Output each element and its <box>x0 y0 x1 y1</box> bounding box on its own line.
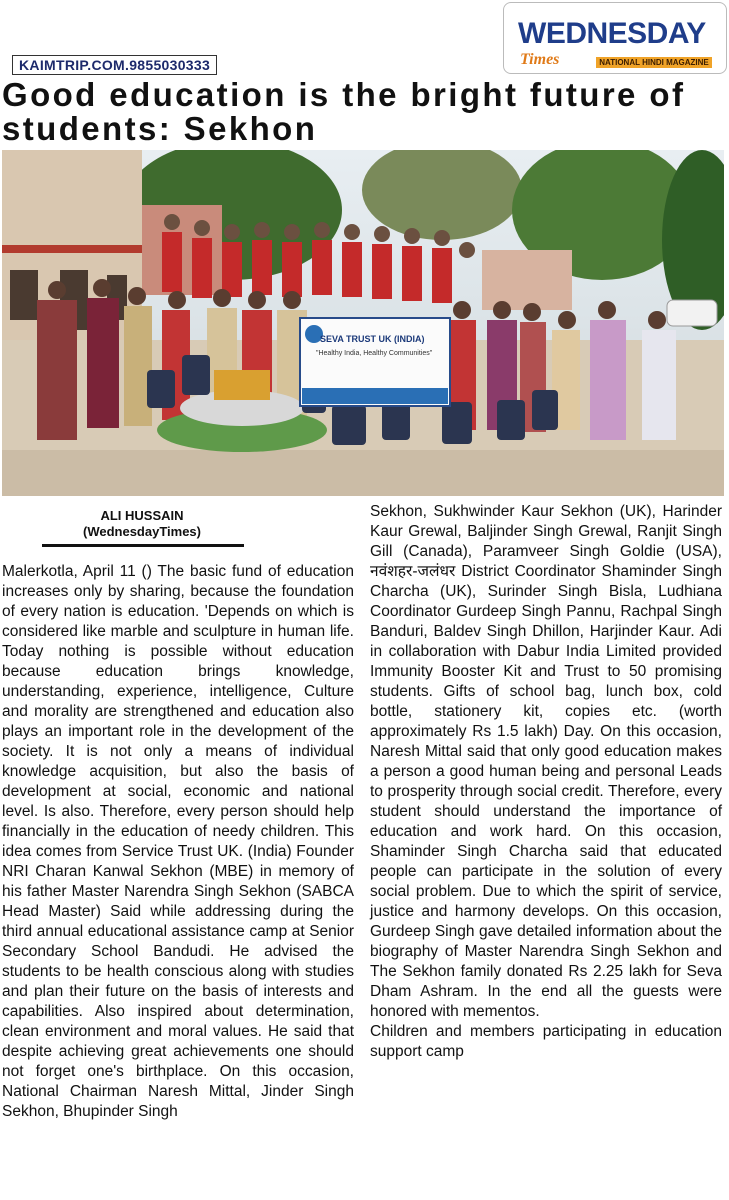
article-body-left: Malerkotla, April 11 () The basic fund of education increases only by sharing, because the foundation of every nation is education. 'Depends on which is considered like marble and sculpture in human life. Today nothing is possible without education because education brings knowledge, understanding, experience, intelligence, Culture and morality are strengthened and education also plays an important role in the development of the society. It is not only a means of individual knowledge acquisition, but also the basis of development at social, economic and national level. Is also. Therefore, every person should help financially in the education of needy children. This idea comes from Service Trust UK. (India) Founder NRI Charan Kanwal Sekhon (MBE) in memory of his father Master Narendra Singh Sekhon (SABCA Head Master) Said while addressing during the third annual educational assistance camp at Senior Secondary School Bandudi. He advised the students to be health conscious along with studies and plan their future on the basis of interests and capabilities. Also inspired about determination, clean environment and moral values. He said that despite achieving great achievements one should not forget one's birthplace. On this occasion, National Chairman Naresh Mittal, Jinder Singh Sekhon, Bhupinder Singh <box>2 563 354 1120</box>
byline-author: ALI HUSSAIN <box>100 508 184 523</box>
article-column-left <box>2 562 354 1122</box>
masthead-tagline: NATIONAL HINDI MAGAZINE <box>596 57 712 68</box>
article-column-right <box>370 502 722 1062</box>
group-photo <box>2 150 724 496</box>
photo-caption: Children and members participating in education support camp <box>370 1023 722 1060</box>
article-body-right: Sekhon, Sukhwinder Kaur Sekhon (UK), Harinder Kaur Grewal, Baljinder Singh Grewal, Ranjit Singh Gill (Canada), Paramveer Singh Goldie (USA), नवंशहर-जलंधर District Coordinator Shaminder Singh Charcha (UK), Surinder Singh Bisla, Ludhiana Coordinator Gurdeep Singh Pannu, Rachpal Singh Banduri, Baldev Singh Dhillon, Harjinder Kaur. Adi in collaboration with Dabur India Limited provided Immunity Booster Kit and Trust to 50 promising students. Gifts of school bag, lunch box, cold bottle, stationery kit, copies etc. (worth approximately Rs 1.5 lakh) Day. On this occasion, Naresh Mittal said that only good education makes a person a good human being and personal Leads to prosperity through social credit. Therefore, every student should understand the importance of education and work hard. On this occasion, Shaminder Singh Charcha said that educated people can participate in the solution of every social problem. Due to which the spirit of service, justice and harmony develops. On this occasion, Gurdeep Singh gave detailed information about the biography of Master Narendra Singh Sekhon and The Sekhon family donated Rs 2.25 lakh for Seva Dham Ashram. In the end all the guests were honored with mementos. <box>370 503 722 1020</box>
byline <box>40 508 244 540</box>
headline: Good education is the bright future of students: Sekhon <box>2 76 686 147</box>
banner-subtitle: "Healthy India, Healthy Communities" <box>316 350 433 357</box>
masthead-logo <box>503 2 727 74</box>
source-badge: KAIMTRIP.COM.9855030333 <box>12 55 217 75</box>
byline-divider <box>42 544 244 547</box>
masthead-title: WEDNESDAY <box>518 17 706 50</box>
byline-outlet: (WednesdayTimes) <box>82 524 201 539</box>
banner-title: SEVA TRUST UK (INDIA) <box>320 334 425 344</box>
masthead-subtitle: Times <box>520 51 560 68</box>
